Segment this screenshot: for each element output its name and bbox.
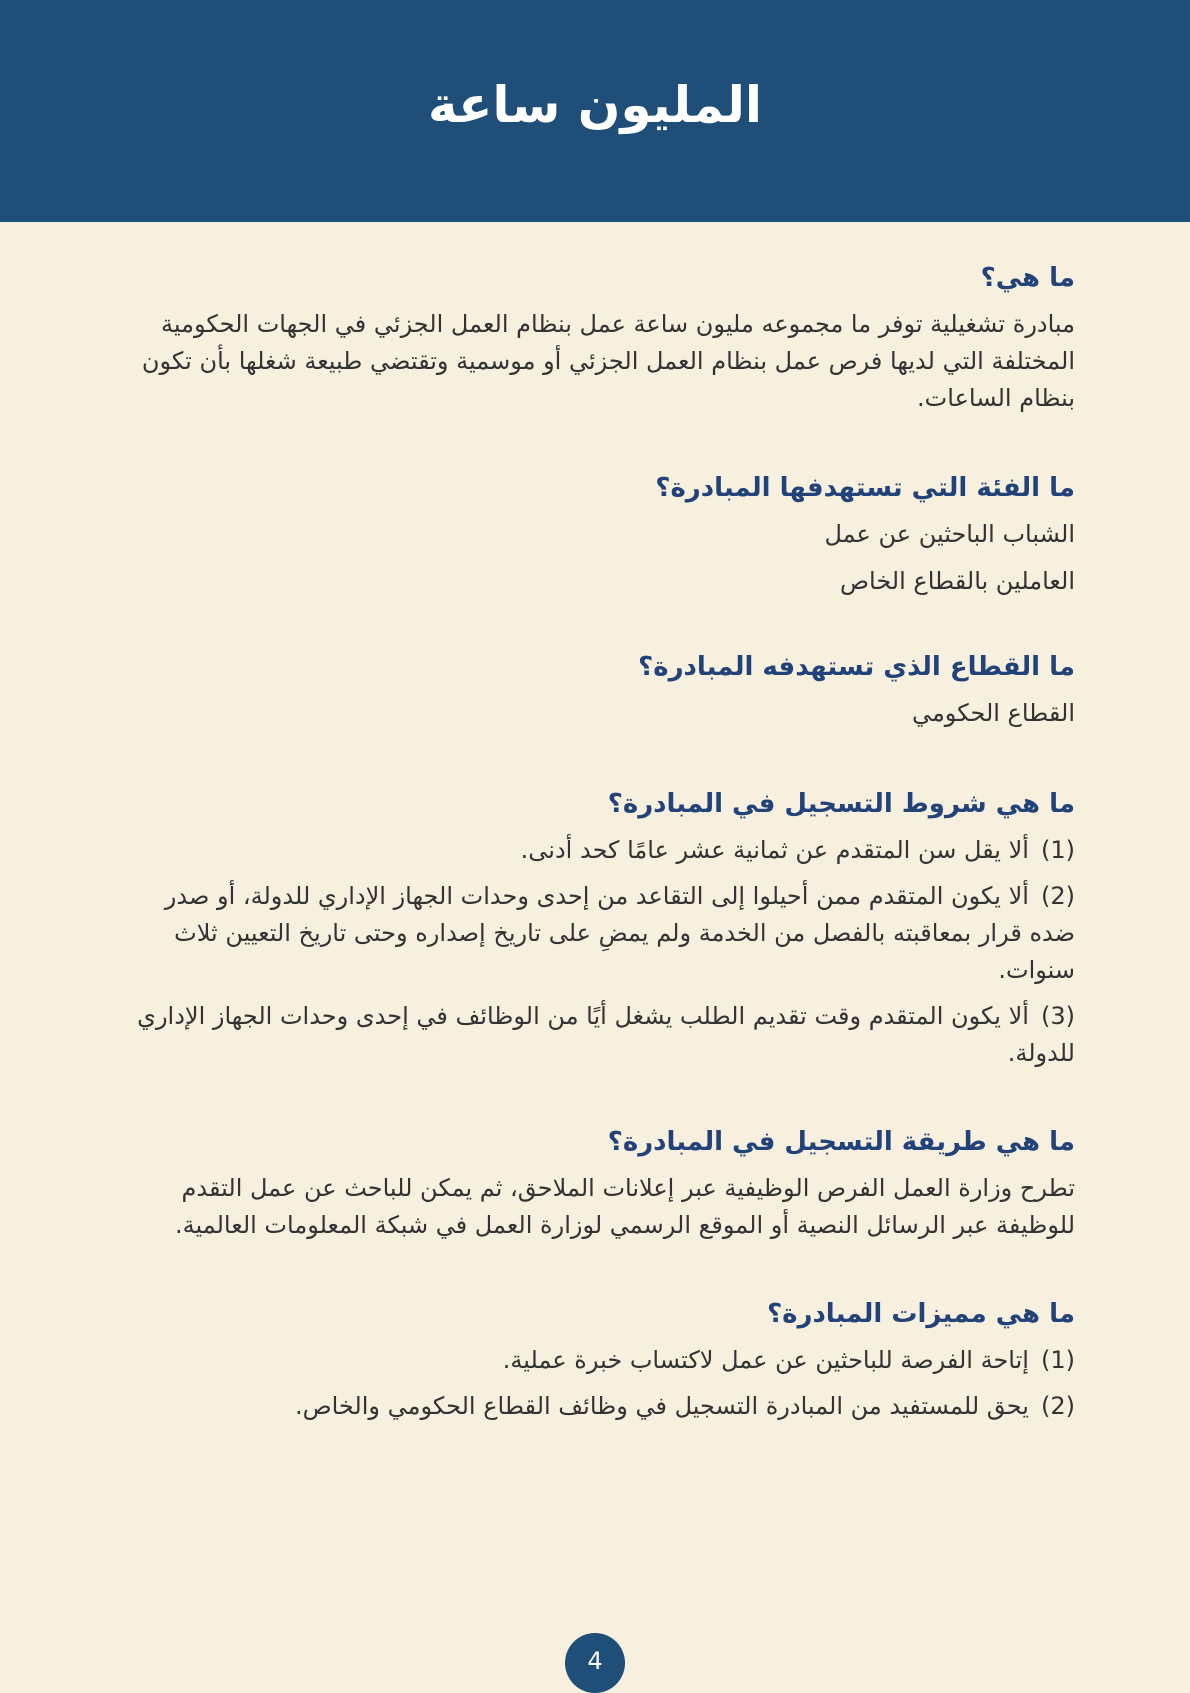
item-text: ألا يكون المتقدم ممن أحيلوا إلى التقاعد من إحدى وحدات الجهاز الإداري للدولة، أو صدر ضده قرار بمعاقبته بالفصل من الخدمة ولم يمضِ على تاريخ إصداره وحتى تاريخ التعيين ثلاث سنوات. (164, 882, 1075, 984)
section-heading: ما القطاع الذي تستهدفه المبادرة؟ (638, 652, 1075, 682)
section-registration-conditions (125, 784, 1075, 1072)
section-heading: ما هي شروط التسجيل في المبادرة؟ (607, 789, 1075, 819)
item-text: ألا يقل سن المتقدم عن ثمانية عشر عامًا كحد أدنى. (520, 836, 1029, 864)
numbered-item (125, 998, 1075, 1072)
section-heading: ما الفئة التي تستهدفها المبادرة؟ (655, 473, 1075, 503)
section-what-is-it (125, 258, 1075, 417)
list-item: العاملين بالقطاع الخاص (839, 567, 1075, 595)
item-text: إتاحة الفرصة للباحثين عن عمل لاكتساب خبرة عملية. (502, 1346, 1029, 1374)
item-number: (1) (1040, 1346, 1075, 1374)
section-benefits (125, 1294, 1075, 1425)
section-registration-method (125, 1122, 1075, 1244)
section-paragraph: تطرح وزارة العمل الفرص الوظيفية عبر إعلانات الملاحق، ثم يمكن للباحث عن عمل التقدم للوظيفة عبر الرسائل النصية أو الموقع الرسمي لوزارة العمل في شبكة المعلومات العالمية. (175, 1174, 1075, 1239)
header-banner (0, 0, 1190, 222)
item-text: ألا يكون المتقدم وقت تقديم الطلب يشغل أيًا من الوظائف في إحدى وحدات الجهاز الإداري للدولة. (137, 1002, 1075, 1067)
numbered-item (125, 1342, 1075, 1379)
section-target-sector (125, 647, 1075, 732)
section-heading: ما هي طريقة التسجيل في المبادرة؟ (607, 1127, 1075, 1157)
section-target-group (125, 468, 1075, 600)
section-heading: ما هي؟ (980, 263, 1075, 293)
section-heading: ما هي مميزات المبادرة؟ (767, 1299, 1075, 1329)
item-text: يحق للمستفيد من المبادرة التسجيل في وظائف القطاع الحكومي والخاص. (294, 1392, 1029, 1420)
item-number: (1) (1040, 836, 1075, 864)
item-number: (2) (1040, 882, 1075, 910)
numbered-item (125, 1388, 1075, 1425)
section-paragraph: مبادرة تشغيلية توفر ما مجموعه مليون ساعة عمل بنظام العمل الجزئي في الجهات الحكومية المختلفة التي لديها فرص عمل بنظام العمل الجزئي أو موسمية وتقتضي طبيعة شغلها بأن تكون بنظام الساعات. (141, 310, 1075, 412)
page-title: المليون ساعة (427, 76, 763, 134)
numbered-item (125, 832, 1075, 869)
main-content (125, 258, 1075, 1476)
item-number: (3) (1040, 1002, 1075, 1030)
item-number: (2) (1040, 1392, 1075, 1420)
list-item: القطاع الحكومي (911, 699, 1075, 727)
numbered-item (125, 878, 1075, 989)
list-item: الشباب الباحثين عن عمل (824, 520, 1075, 548)
page-number-badge: 4 (565, 1633, 625, 1693)
